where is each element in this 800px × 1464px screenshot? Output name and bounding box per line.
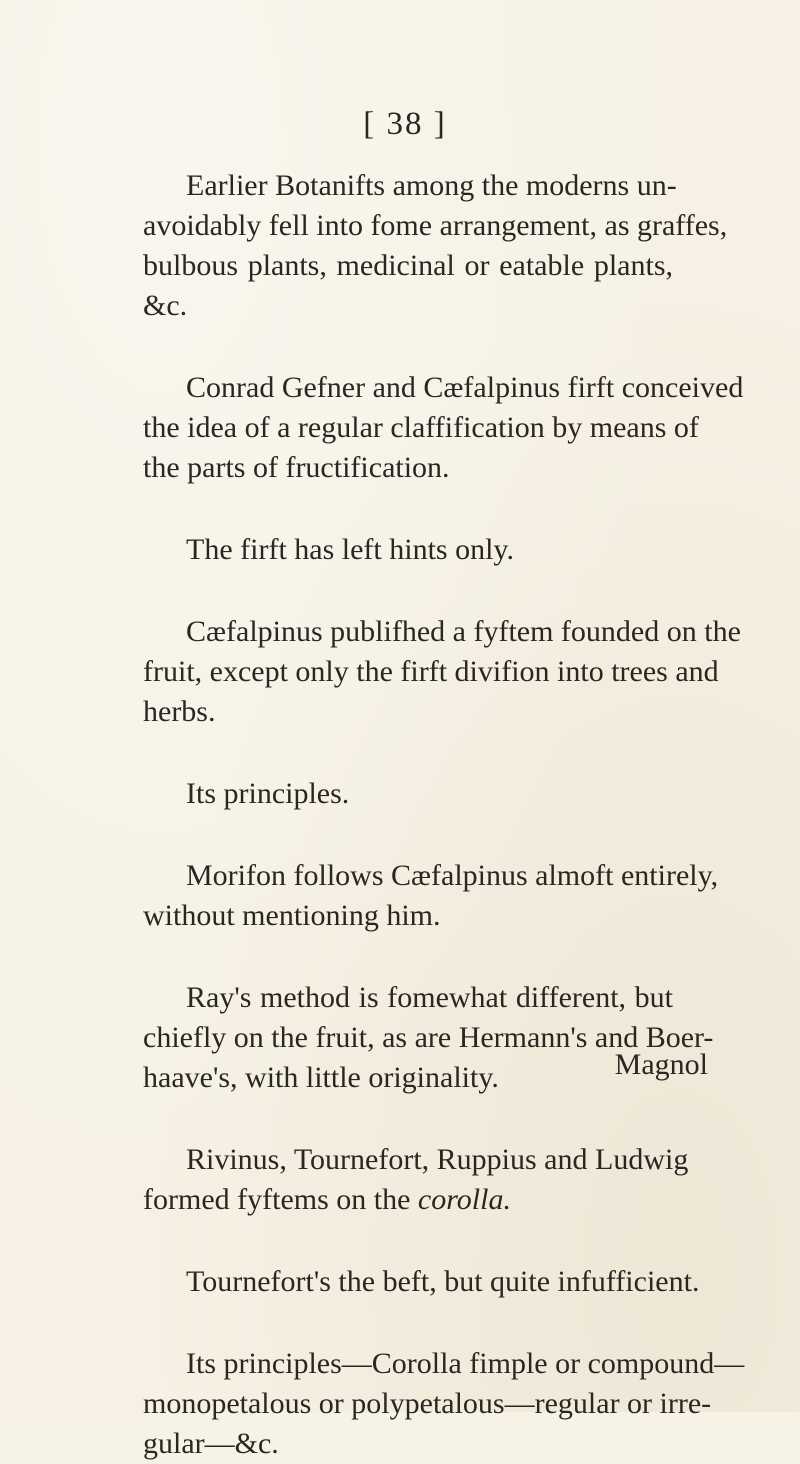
- text-line: chiefly on the fruit, as are Hermann's and Boer-: [143, 1021, 714, 1054]
- text-line: Rivinus, Tournefort, Ruppius and Ludwig: [186, 1143, 689, 1176]
- text-line: the idea of a regular claffification by means of: [143, 411, 699, 444]
- paragraph-rivinus: [143, 1140, 689, 1220]
- text-line: Its principles.: [186, 777, 350, 810]
- text-line: gular—&c.: [143, 1427, 279, 1460]
- text-line: Tournefort's the beft, but quite infufficient.: [186, 1265, 700, 1298]
- text-line: The firft has left hints only.: [186, 533, 514, 566]
- paragraph-earlier-botanists: [143, 166, 728, 326]
- italic-term-corolla: corolla.: [417, 1183, 511, 1216]
- text-line: fruit, except only the firft divifion into trees and: [143, 655, 719, 688]
- text-line: Morifon follows Cæfalpinus almoft entirely,: [186, 859, 719, 892]
- paragraph-tournefort-best: [143, 1262, 700, 1302]
- text-line: herbs.: [143, 695, 216, 728]
- paragraph-corolla-principles: [143, 1344, 745, 1464]
- page-number-header: [ 38 ]: [363, 106, 447, 142]
- text-fragment: formed fyftems on the: [143, 1183, 411, 1216]
- paragraph-ray-method: [143, 978, 714, 1098]
- paragraph-its-principles: [143, 774, 673, 814]
- text-line-with-italic: [143, 1180, 673, 1220]
- text-line: &c.: [143, 289, 188, 322]
- text-line: Its principles—Corolla fimple or compound—: [186, 1347, 745, 1380]
- text-line: Earlier Botanifts among the moderns un-: [186, 169, 677, 202]
- text-line: monopetalous or polypetalous—regular or irre-: [143, 1387, 712, 1420]
- paragraph-morison: [143, 856, 719, 936]
- paragraph-caesalpinus-system: [143, 612, 741, 732]
- text-line: haave's, with little originality.: [143, 1061, 499, 1094]
- body-text: [143, 166, 745, 1464]
- text-line: avoidably fell into fome arrangement, as graffes,: [143, 209, 728, 242]
- catchword: Magnol: [614, 1048, 708, 1081]
- text-line: bulbous plants, medicinal or eatable plants,: [143, 249, 673, 282]
- text-line: without mentioning him.: [143, 899, 441, 932]
- paragraph-conrad-gesner: [143, 368, 744, 488]
- text-line: the parts of fructification.: [143, 451, 450, 484]
- text-line: Cæfalpinus publifhed a fyftem founded on the: [186, 615, 741, 648]
- text-line: Conrad Gefner and Cæfalpinus firft conceived: [186, 371, 744, 404]
- paragraph-first-hints: [143, 530, 673, 570]
- text-line: Ray's method is fomewhat different, but: [186, 981, 673, 1014]
